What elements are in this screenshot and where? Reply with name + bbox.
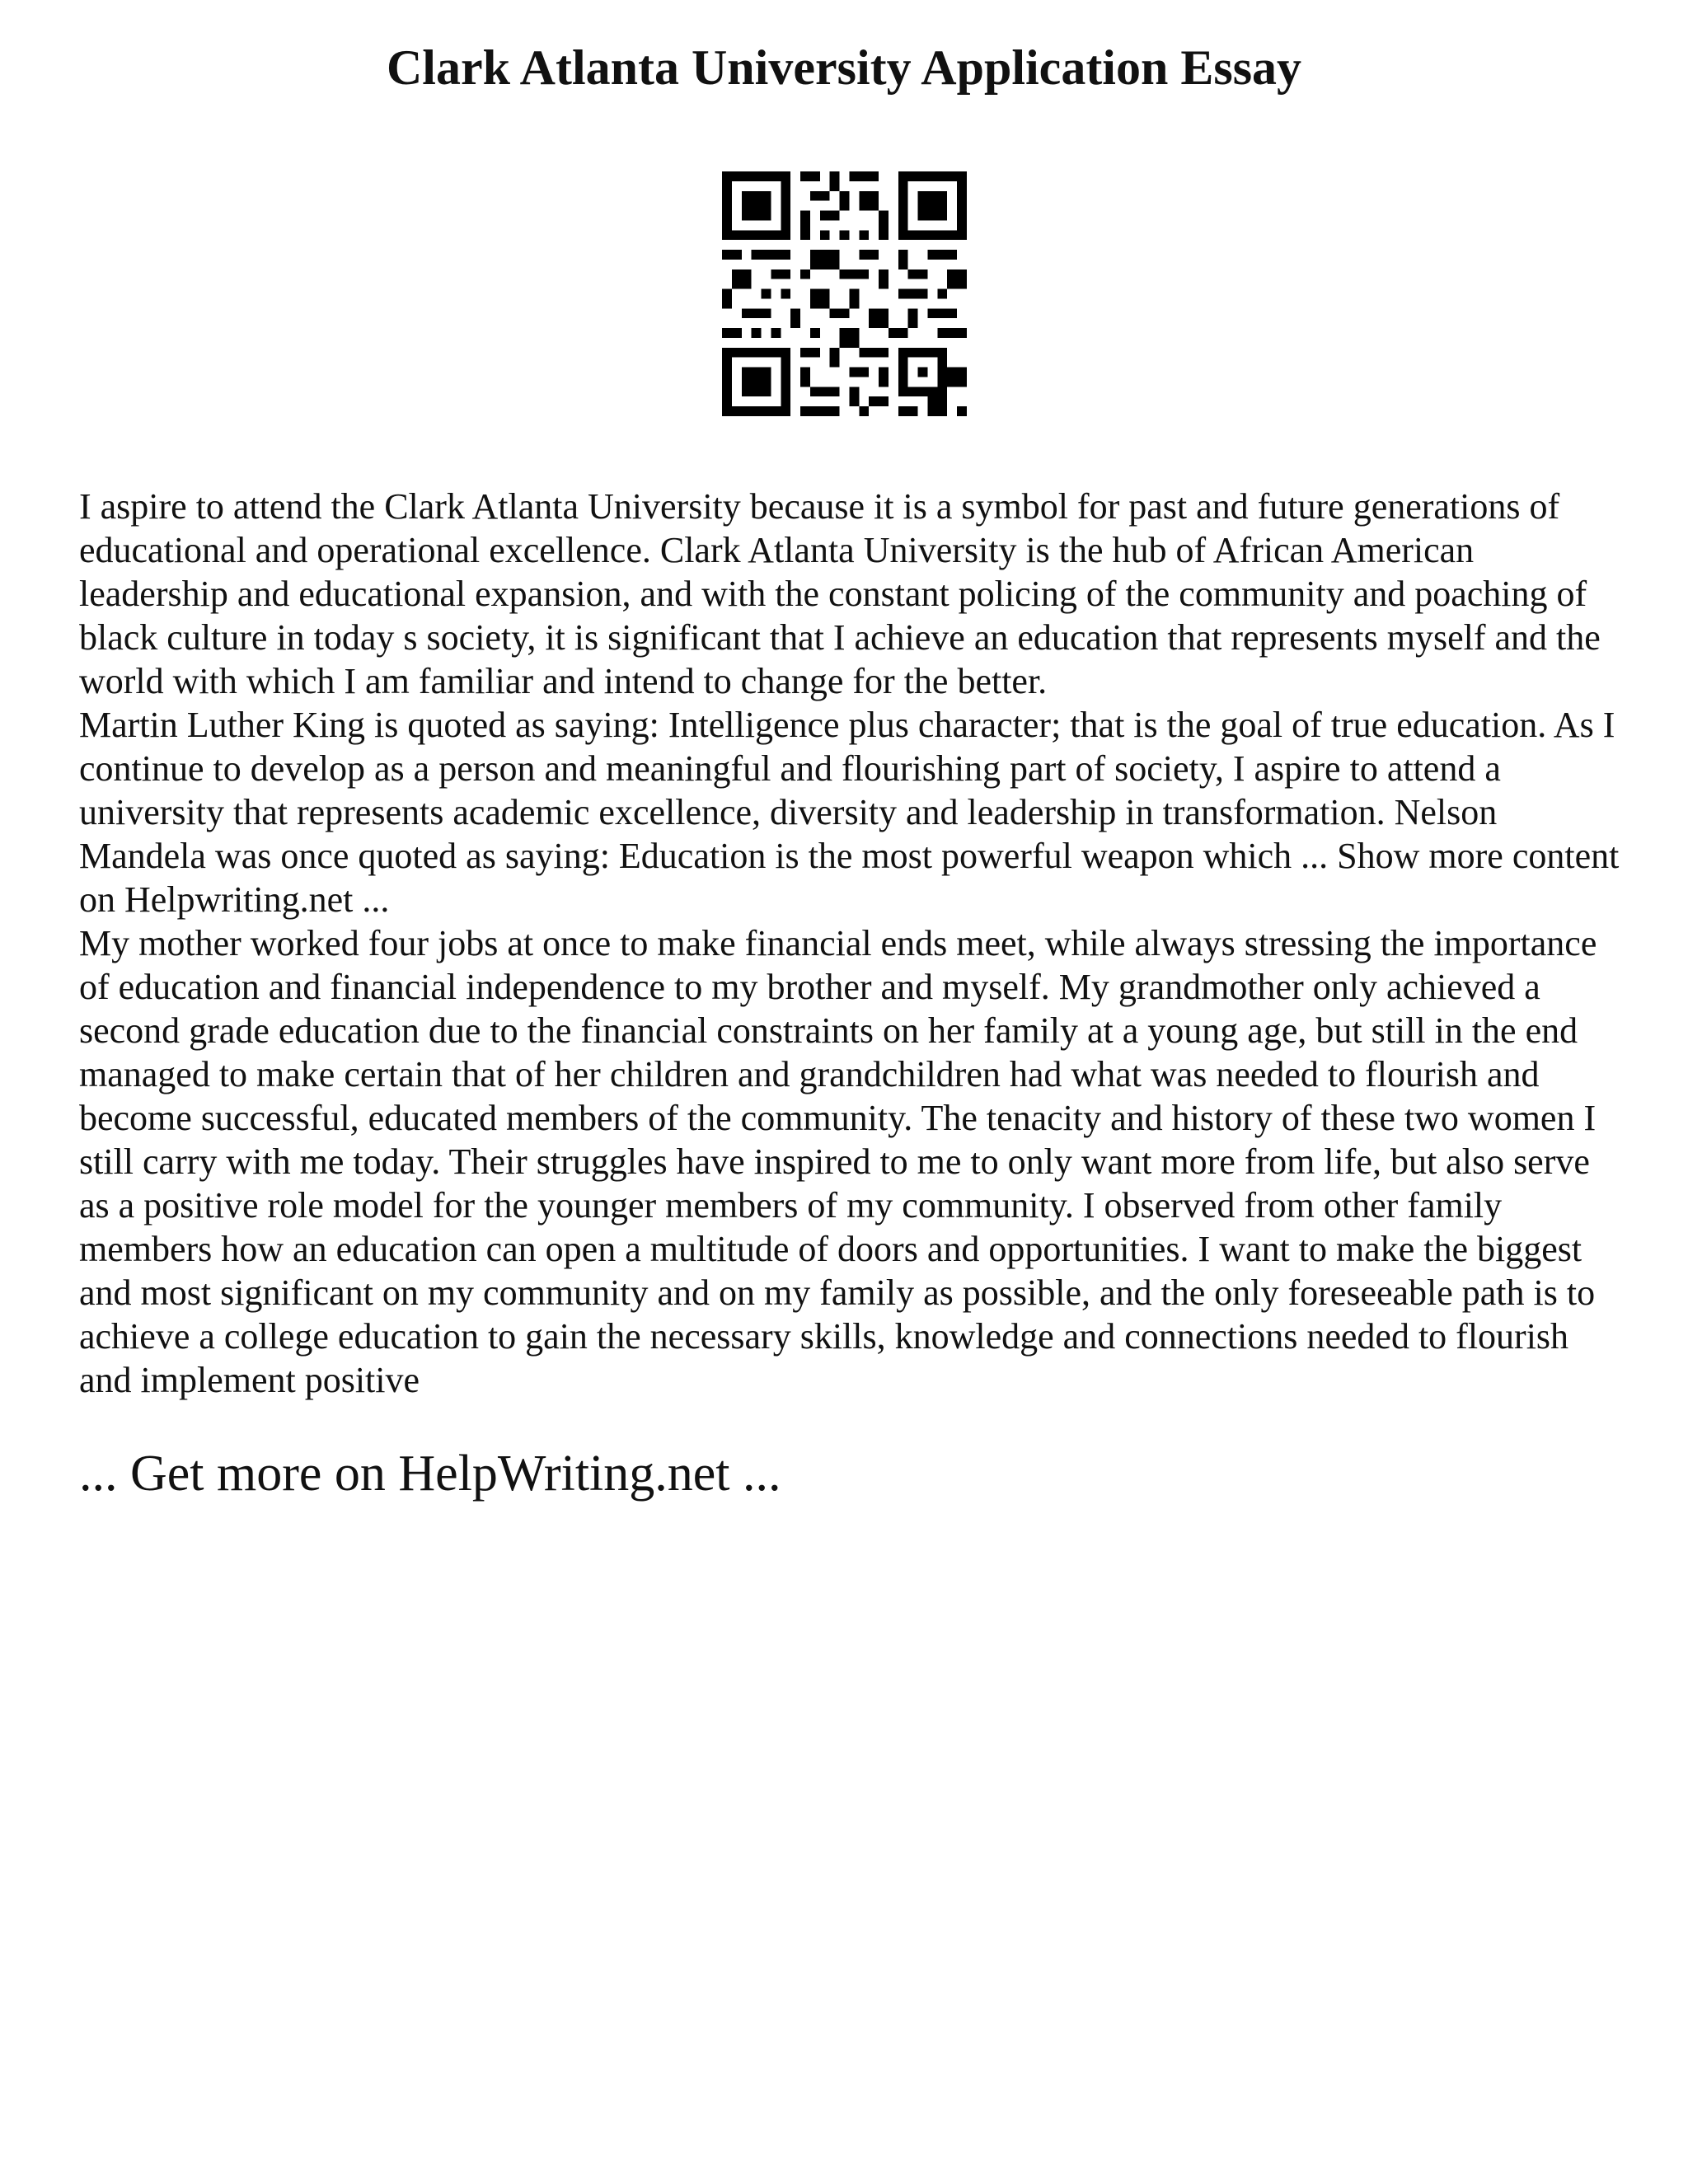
essay-paragraph-2: Martin Luther King is quoted as saying: Intelligence plus character; that is the goal of true education. As I continue to develop as a person and meaningful and flourishing part of society, I aspire to attend a university that represents academic excellence, diversity and leadership in transformation. Nelson Mandela was once quoted as saying: Education is the most powerful weapon which ... Show more content on Helpwriting.net ...	[79, 705, 1620, 920]
essay-body	[79, 485, 1629, 1402]
essay-paragraph-1: I aspire to attend the Clark Atlanta University because it is a symbol for past and future generations of educational and operational excellence. Clark Atlanta University is the hub of African American leadership and educational expansion, and with the constant policing of the community and poaching of black culture in today s society, it is significant that I achieve an education that represents myself and the world with which I am familiar and intend to change for the better.	[79, 486, 1601, 701]
qr-code-icon	[722, 171, 967, 416]
document-title: Clark Atlanta University Application Essay	[386, 40, 1302, 95]
get-more-link[interactable]: ... Get more on HelpWriting.net ...	[79, 1446, 781, 1502]
essay-paragraph-3: My mother worked four jobs at once to make financial ends meet, while always stressing the importance of education and financial independence to my brother and myself. My grandmother only achieved a second grade education due to the financial constraints on her family at a young age, but still in the end managed to make certain that of her children and grandchildren had what was needed to flourish and become successful, educated members of the community. The tenacity and history of these two women I still carry with me today. Their struggles have inspired to me to only want more from life, but also serve as a positive role model for the younger members of my community. I observed from other family members how an education can open a multitude of doors and opportunities. I want to make the biggest and most significant on my community and on my family as possible, and the only foreseeable path is to achieve a college education to gain the necessary skills, knowledge and connections needed to flourish and implement positive	[79, 923, 1597, 1400]
